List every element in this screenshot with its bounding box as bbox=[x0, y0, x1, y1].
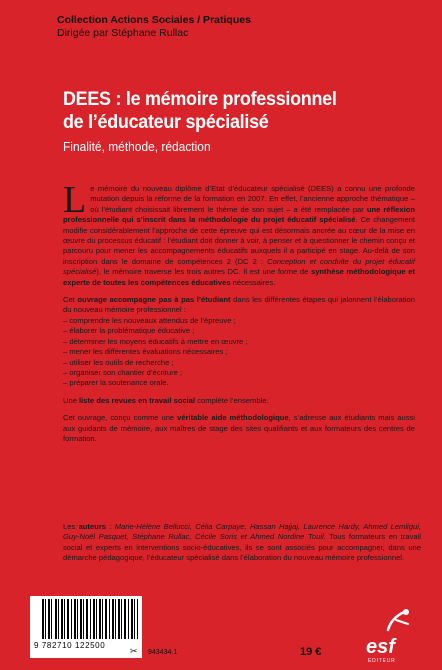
product-code: 943434.1 bbox=[148, 649, 178, 656]
list-item: – élaborer la problématique éducative ; bbox=[63, 326, 415, 336]
book-title-line2: de l’éducateur spécialisé bbox=[63, 111, 269, 133]
authors-paragraph: Les auteurs : Marie-Hélène Bellucci, Célia Carpaye, Hassan Hajjaj, Laurence Hardy, Ahmed Lemligui, Guy-Noël Pasquet, Stéphane Rullac, Cécile Soris et Ahmed Nordine Touil. Tous formateurs en travail social et experts en interventions socio-éducatives, ils se sont associés pour accompagner, dans une démarche pédagogique, l’éducateur spécialisé dans l’élaboration du nouveau mémoire professionnel. bbox=[63, 522, 421, 563]
list-item: – préparer la soutenance orale. bbox=[63, 378, 415, 388]
header bbox=[57, 14, 427, 40]
barcode bbox=[30, 596, 142, 658]
title-block bbox=[63, 88, 433, 154]
steps-list bbox=[63, 316, 415, 389]
paragraph-steps: Cet ouvrage accompagne pas à pas l’étudiant dans les différentes étapes qui jalonnent l’élaboration du nouveau mémoire professionnel : bbox=[63, 295, 415, 315]
paragraph-audience: Cet ouvrage, conçu comme une véritable aide méthodologique, s’adresse aux étudiants mais aussi aux guidants de mémoire, aux maîtres de stage des sites qualifiants et aux formateurs des centres de formation. bbox=[63, 413, 415, 443]
barcode-number: 9 782710 122500 bbox=[34, 641, 106, 650]
list-item: – utiliser les outils de recherche ; bbox=[63, 358, 415, 368]
book-title-line1: DEES : le mémoire professionnel bbox=[63, 88, 337, 110]
price: 19 € bbox=[300, 646, 322, 658]
barcode-bars bbox=[42, 599, 138, 639]
collection-director: Dirigée par Stéphane Rullac bbox=[57, 27, 189, 39]
scissors-icon: ✂ bbox=[130, 646, 138, 656]
publisher-logo-text: esf bbox=[366, 636, 395, 658]
paragraph-intro: Le mémoire du nouveau diplôme d’Etat d’éducateur spécialisé (DEES) a connu une profonde mutation depuis la réforme de la formation en 2007. En effet, l’ancienne approche thématique – où l’étudiant choisissait librement le thème de son sujet – a été remplacée par une réflexion professionnelle qui s’inscrit dans la méthodologie du projet éducatif spécialisé. Ce changement modifie considérablement l’approche de cette épreuve qui est désormais ancrée au cœur de la mise en œuvre du processus éducatif : l’étudiant doit donner à voir, à penser et à questionner le chemin conçu et parcouru pour mener les accompagnements éducatifs auxquels il a participé en stage. Au-delà de son inscription dans le domaine de compétences 2 (DC 2 : Conception et conduite du projet éducatif spécialisé), le mémoire traverse les trois autres DC. Il est une forme de synthèse méthodologique et experte de toutes les compétences éducatives nécessaires. bbox=[63, 179, 416, 287]
list-item: – déterminer les moyens éducatifs à mettre en œuvre ; bbox=[63, 337, 415, 347]
paragraph-revues: Une liste des revues en travail social complète l’ensemble. bbox=[63, 395, 269, 405]
description bbox=[63, 179, 416, 444]
list-item: – organiser son chantier d’écriture ; bbox=[63, 368, 415, 378]
list-item: – mener les différentes évaluations nécessaires ; bbox=[63, 347, 415, 357]
publisher-logo-sub: EDITEUR bbox=[368, 658, 396, 664]
collection-name: Collection Actions Sociales / Pratiques bbox=[57, 14, 251, 26]
book-subtitle: Finalité, méthode, rédaction bbox=[63, 139, 211, 154]
list-item: – comprendre les nouveaux attendus de l’épreuve ; bbox=[63, 316, 415, 326]
drop-cap: L bbox=[63, 179, 87, 221]
